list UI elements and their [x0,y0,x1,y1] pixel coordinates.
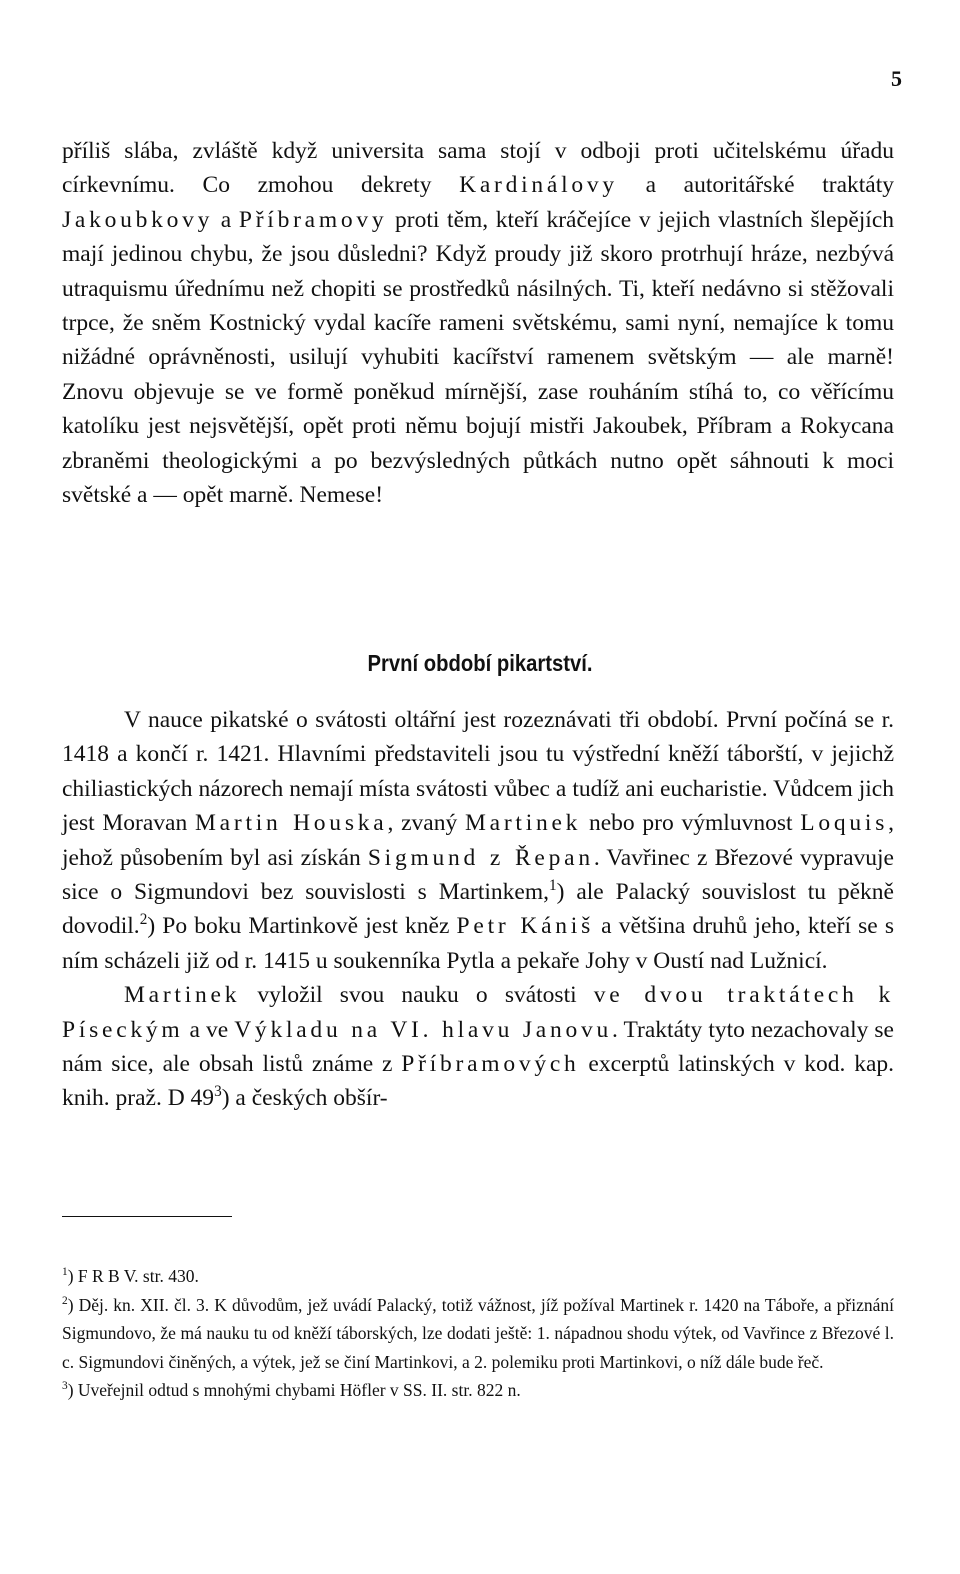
footnote-mark: 3 [62,1380,68,1393]
spaced-name-kardinal: Kardinálovy [459,172,618,199]
footnote-2 [62,1291,894,1377]
footnote-text: ) Uveřejnil odtud s mnohými chybami Höfler v SS. II. str. 822 n. [67,1380,521,1401]
text-run: , jehož působením byl asi získán [62,810,894,871]
text-block-bottom [62,703,894,1116]
text-block-top [62,134,894,512]
text-run: vyložil svou nauku o svátosti [240,982,594,1009]
section-heading: První období pikartství. [367,650,593,676]
spaced-name-jakoubek: Jakoubkovy [62,206,214,233]
paragraph-2 [62,703,894,978]
spaced-name-loquis: Loquis [800,810,889,837]
spaced-name-martinek: Martinek [124,982,241,1009]
text-run: ) Po boku Martinkově jest kněz [147,913,457,940]
paragraph-1 [62,134,894,512]
footnote-mark: 2 [62,1294,68,1307]
page-number: 5 [891,66,902,91]
footnote-ref-2[interactable]: 2 [139,911,148,929]
paragraph-3 [62,978,894,1116]
text-run: a většina druhů jeho, kteří se s ním scházeli již od r. 1415 u soukenníka Pytla a pekaře Johy v Oustí nad Lužnicí. [62,913,895,974]
spaced-name-sigmund: Sigmund z Řepan [367,844,594,871]
footnote-1 [62,1262,894,1291]
spaced-name-martinek: Martinek [464,810,582,837]
spaced-name-pribram: Příbramovy [238,206,388,233]
footnote-text: ) F R B V. str. 430. [67,1266,199,1286]
text-run: . Vavřinec z Březové vypravuje sice o Sigmundovi bez souvislosti s Martinkem, [62,844,894,906]
text-run: , zvaný [387,810,465,837]
footnote-mark: 1 [62,1266,68,1279]
spaced-name-pribramovych: Příbramových [401,1051,580,1078]
footnote-3 [62,1376,894,1405]
footnote-ref-1[interactable]: 1 [549,877,557,895]
spaced-title-traktaty: ve dvou traktátech k Píseckým [62,982,895,1043]
text-run: a [213,206,239,233]
text-run: V nauce pikatské o svátosti oltářní jest rozeznávati tři období. První počíná se r. 1418 a končí r. 1421. Hlavními představiteli jsou tu výstřední kněží táborští, v jejichž chiliastických názorech nemají místa svátosti vůbec a tudíž ani eucharistie. Vůdcem jich jest Moravan [62,707,894,837]
spaced-title-vyklad: Výkladu na VI. hlavu Janovu [234,1016,613,1043]
text-run: proti těm, kteří kráčejíce v jejich vlastních šlepějích mají jedinou chybu, že jsou důsledni? Když proudy již skoro protrhují hráze, nezbývá utraquismu úřednímu než chopiti se prostředků násilných. Ti, kteří nedávno si stěžovali trpce, že sněm Kostnický vydal kacíře rameni světskému, sami nyní, nemajíce k tomu nižádné oprávněnosti, usilují vyhubiti kacířství ramenem světským — ale marně! Znovu objevuje se ve formě poněkud mírnější, zase rouháním stíhá to, co věřícímu katolíku jest nejsvětější, opět proti němu bojují mistři Jakoubek, Příbram a Rokycana zbraněmi theologickými a po bezvýsledných půtkách nutno opět sáhnouti k moci světské a — opět marně. Nemese! [62,206,894,509]
text-run: ) a českých obšír- [221,1085,388,1112]
spaced-name-martin-houska: Martin Houska [195,810,388,837]
text-run: a ve [183,1016,235,1043]
text-run: nebo pro výmluvnost [581,810,801,837]
spaced-name-petr-kanis: Petr Kániš [456,913,594,940]
text-run: excerptů latinských v kod. kap. knih. praž. D 49 [62,1051,894,1112]
text-run: příliš slába, zvláště když universita sama stojí v odboji proti učitelskému úřadu církevnímu. Co zmohou dekrety [62,138,894,199]
text-run: a autoritářské traktáty [617,172,894,199]
footnote-ref-3[interactable]: 3 [214,1083,222,1101]
text-run: ) ale Palacký souvislost tu pěkně dovodil. [62,879,894,940]
footnote-divider [62,1216,232,1217]
text-run: . Traktáty tyto nezachovaly se nám sice, ale obsah listů známe z [62,1016,894,1078]
footnotes [62,1262,894,1405]
footnote-text: ) Děj. kn. XII. čl. 3. K důvodům, jež uvádí Palacký, totiž vážnost, jíž požíval Martinek r. 1420 na Táboře, a přiznání Sigmundovo, že má nauku tu od kněží táborských, lze dodati ještě: 1. nápadnou shodu výtek, od Vavřince z Březové l. c. Sigmundovi činěných, a výtek, jež se činí Martinkovi, a 2. polemiku proti Martinkovi, o níž dále bude řeč. [62,1294,894,1372]
